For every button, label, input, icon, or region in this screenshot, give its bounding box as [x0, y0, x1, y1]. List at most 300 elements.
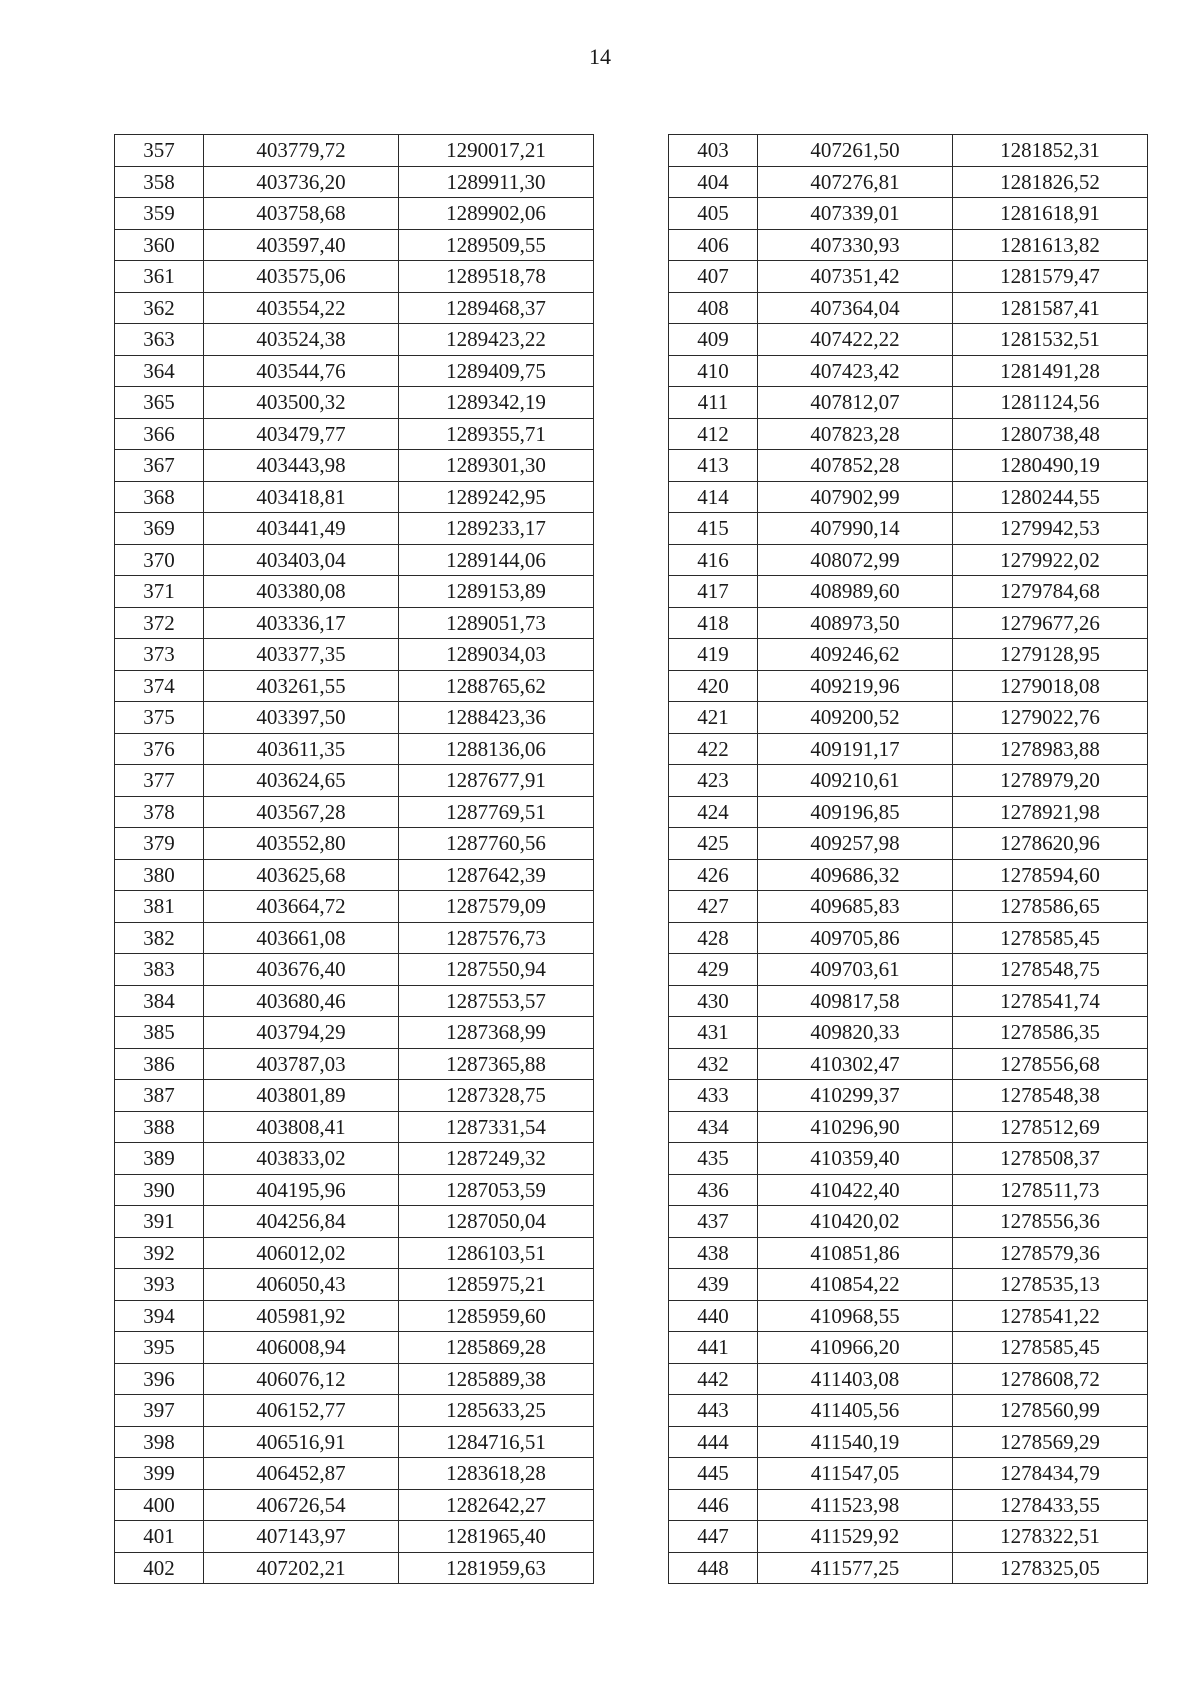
table-row	[115, 1017, 594, 1049]
table-row	[115, 1048, 594, 1080]
point-number-cell: 392	[115, 1237, 204, 1269]
table-row	[669, 639, 1148, 671]
table-row	[115, 733, 594, 765]
y-coordinate-cell: 1285869,28	[399, 1332, 594, 1364]
y-coordinate-cell: 1281965,40	[399, 1521, 594, 1553]
point-number-cell: 359	[115, 198, 204, 230]
table-row	[669, 1174, 1148, 1206]
coordinates-table-left-body	[115, 135, 594, 1584]
point-number-cell: 360	[115, 229, 204, 261]
y-coordinate-cell: 1278322,51	[953, 1521, 1148, 1553]
table-row	[669, 166, 1148, 198]
point-number-cell: 395	[115, 1332, 204, 1364]
table-row	[669, 481, 1148, 513]
table-row	[669, 670, 1148, 702]
point-number-cell: 382	[115, 922, 204, 954]
y-coordinate-cell: 1287760,56	[399, 828, 594, 860]
table-row	[669, 1489, 1148, 1521]
y-coordinate-cell: 1278508,37	[953, 1143, 1148, 1175]
table-row	[115, 1206, 594, 1238]
table-row	[669, 261, 1148, 293]
y-coordinate-cell: 1278556,36	[953, 1206, 1148, 1238]
table-row	[669, 1363, 1148, 1395]
table-row	[669, 733, 1148, 765]
point-number-cell: 421	[669, 702, 758, 734]
x-coordinate-cell: 407261,50	[758, 135, 953, 167]
y-coordinate-cell: 1287053,59	[399, 1174, 594, 1206]
table-row	[115, 639, 594, 671]
point-number-cell: 363	[115, 324, 204, 356]
point-number-cell: 368	[115, 481, 204, 513]
x-coordinate-cell: 411403,08	[758, 1363, 953, 1395]
table-row	[115, 166, 594, 198]
table-row	[115, 765, 594, 797]
table-row	[115, 607, 594, 639]
point-number-cell: 391	[115, 1206, 204, 1238]
point-number-cell: 361	[115, 261, 204, 293]
table-row	[669, 828, 1148, 860]
point-number-cell: 418	[669, 607, 758, 639]
table-row	[115, 954, 594, 986]
x-coordinate-cell: 403418,81	[204, 481, 399, 513]
y-coordinate-cell: 1287642,39	[399, 859, 594, 891]
x-coordinate-cell: 403552,80	[204, 828, 399, 860]
point-number-cell: 420	[669, 670, 758, 702]
x-coordinate-cell: 410296,90	[758, 1111, 953, 1143]
table-row	[115, 922, 594, 954]
x-coordinate-cell: 407990,14	[758, 513, 953, 545]
y-coordinate-cell: 1289423,22	[399, 324, 594, 356]
table-row	[669, 1017, 1148, 1049]
table-row	[115, 985, 594, 1017]
y-coordinate-cell: 1281826,52	[953, 166, 1148, 198]
point-number-cell: 377	[115, 765, 204, 797]
x-coordinate-cell: 406076,12	[204, 1363, 399, 1395]
point-number-cell: 408	[669, 292, 758, 324]
y-coordinate-cell: 1281579,47	[953, 261, 1148, 293]
table-row	[115, 1489, 594, 1521]
table-row	[115, 513, 594, 545]
table-row	[669, 135, 1148, 167]
x-coordinate-cell: 403736,20	[204, 166, 399, 198]
x-coordinate-cell: 407330,93	[758, 229, 953, 261]
y-coordinate-cell: 1283618,28	[399, 1458, 594, 1490]
x-coordinate-cell: 410851,86	[758, 1237, 953, 1269]
point-number-cell: 437	[669, 1206, 758, 1238]
y-coordinate-cell: 1289144,06	[399, 544, 594, 576]
y-coordinate-cell: 1280490,19	[953, 450, 1148, 482]
point-number-cell: 439	[669, 1269, 758, 1301]
y-coordinate-cell: 1279022,76	[953, 702, 1148, 734]
table-row	[669, 702, 1148, 734]
point-number-cell: 373	[115, 639, 204, 671]
table-row	[115, 1552, 594, 1584]
coordinates-table-right-body	[669, 135, 1148, 1584]
point-number-cell: 383	[115, 954, 204, 986]
x-coordinate-cell: 406008,94	[204, 1332, 399, 1364]
table-row	[669, 324, 1148, 356]
table-row	[115, 1111, 594, 1143]
y-coordinate-cell: 1287331,54	[399, 1111, 594, 1143]
point-number-cell: 438	[669, 1237, 758, 1269]
table-row	[669, 418, 1148, 450]
point-number-cell: 367	[115, 450, 204, 482]
y-coordinate-cell: 1289051,73	[399, 607, 594, 639]
y-coordinate-cell: 1289301,30	[399, 450, 594, 482]
x-coordinate-cell: 410422,40	[758, 1174, 953, 1206]
x-coordinate-cell: 411405,56	[758, 1395, 953, 1427]
y-coordinate-cell: 1287249,32	[399, 1143, 594, 1175]
table-row	[669, 796, 1148, 828]
table-row	[115, 355, 594, 387]
table-row	[115, 135, 594, 167]
point-number-cell: 433	[669, 1080, 758, 1112]
point-number-cell: 440	[669, 1300, 758, 1332]
x-coordinate-cell: 411540,19	[758, 1426, 953, 1458]
table-row	[115, 292, 594, 324]
point-number-cell: 407	[669, 261, 758, 293]
y-coordinate-cell: 1289468,37	[399, 292, 594, 324]
table-row	[115, 1237, 594, 1269]
y-coordinate-cell: 1279942,53	[953, 513, 1148, 545]
table-row	[115, 828, 594, 860]
table-row	[115, 324, 594, 356]
y-coordinate-cell: 1279018,08	[953, 670, 1148, 702]
point-number-cell: 371	[115, 576, 204, 608]
y-coordinate-cell: 1289242,95	[399, 481, 594, 513]
y-coordinate-cell: 1278511,73	[953, 1174, 1148, 1206]
y-coordinate-cell: 1278620,96	[953, 828, 1148, 860]
table-row	[669, 198, 1148, 230]
y-coordinate-cell: 1287677,91	[399, 765, 594, 797]
x-coordinate-cell: 403567,28	[204, 796, 399, 828]
table-row	[115, 796, 594, 828]
y-coordinate-cell: 1278569,29	[953, 1426, 1148, 1458]
point-number-cell: 441	[669, 1332, 758, 1364]
x-coordinate-cell: 403397,50	[204, 702, 399, 734]
table-row	[115, 670, 594, 702]
x-coordinate-cell: 409703,61	[758, 954, 953, 986]
y-coordinate-cell: 1279677,26	[953, 607, 1148, 639]
point-number-cell: 430	[669, 985, 758, 1017]
page-number: 14	[589, 44, 611, 69]
y-coordinate-cell: 1288765,62	[399, 670, 594, 702]
x-coordinate-cell: 407423,42	[758, 355, 953, 387]
y-coordinate-cell: 1280244,55	[953, 481, 1148, 513]
table-row	[669, 1080, 1148, 1112]
y-coordinate-cell: 1285959,60	[399, 1300, 594, 1332]
point-number-cell: 390	[115, 1174, 204, 1206]
table-row	[669, 355, 1148, 387]
y-coordinate-cell: 1279922,02	[953, 544, 1148, 576]
x-coordinate-cell: 410359,40	[758, 1143, 953, 1175]
y-coordinate-cell: 1287769,51	[399, 796, 594, 828]
x-coordinate-cell: 408973,50	[758, 607, 953, 639]
x-coordinate-cell: 411577,25	[758, 1552, 953, 1584]
y-coordinate-cell: 1278535,13	[953, 1269, 1148, 1301]
point-number-cell: 443	[669, 1395, 758, 1427]
point-number-cell: 400	[115, 1489, 204, 1521]
x-coordinate-cell: 403676,40	[204, 954, 399, 986]
y-coordinate-cell: 1281587,41	[953, 292, 1148, 324]
table-row	[669, 1521, 1148, 1553]
point-number-cell: 386	[115, 1048, 204, 1080]
point-number-cell: 425	[669, 828, 758, 860]
y-coordinate-cell: 1288136,06	[399, 733, 594, 765]
x-coordinate-cell: 403664,72	[204, 891, 399, 923]
table-row	[669, 576, 1148, 608]
table-row	[115, 576, 594, 608]
x-coordinate-cell: 403597,40	[204, 229, 399, 261]
point-number-cell: 381	[115, 891, 204, 923]
point-number-cell: 427	[669, 891, 758, 923]
point-number-cell: 410	[669, 355, 758, 387]
x-coordinate-cell: 403624,65	[204, 765, 399, 797]
table-row	[669, 229, 1148, 261]
point-number-cell: 375	[115, 702, 204, 734]
table-row	[115, 1143, 594, 1175]
x-coordinate-cell: 403575,06	[204, 261, 399, 293]
x-coordinate-cell: 403833,02	[204, 1143, 399, 1175]
y-coordinate-cell: 1281618,91	[953, 198, 1148, 230]
point-number-cell: 447	[669, 1521, 758, 1553]
y-coordinate-cell: 1278512,69	[953, 1111, 1148, 1143]
y-coordinate-cell: 1278586,35	[953, 1017, 1148, 1049]
point-number-cell: 402	[115, 1552, 204, 1584]
table-row	[115, 544, 594, 576]
table-row	[669, 1048, 1148, 1080]
point-number-cell: 394	[115, 1300, 204, 1332]
table-row	[115, 198, 594, 230]
point-number-cell: 370	[115, 544, 204, 576]
x-coordinate-cell: 406516,91	[204, 1426, 399, 1458]
x-coordinate-cell: 404195,96	[204, 1174, 399, 1206]
y-coordinate-cell: 1287579,09	[399, 891, 594, 923]
y-coordinate-cell: 1289911,30	[399, 166, 594, 198]
point-number-cell: 388	[115, 1111, 204, 1143]
x-coordinate-cell: 409191,17	[758, 733, 953, 765]
x-coordinate-cell: 403680,46	[204, 985, 399, 1017]
y-coordinate-cell: 1278921,98	[953, 796, 1148, 828]
point-number-cell: 399	[115, 1458, 204, 1490]
x-coordinate-cell: 411547,05	[758, 1458, 953, 1490]
x-coordinate-cell: 409817,58	[758, 985, 953, 1017]
y-coordinate-cell: 1287365,88	[399, 1048, 594, 1080]
table-row	[115, 1458, 594, 1490]
point-number-cell: 419	[669, 639, 758, 671]
table-row	[669, 513, 1148, 545]
y-coordinate-cell: 1289342,19	[399, 387, 594, 419]
table-row	[115, 859, 594, 891]
point-number-cell: 429	[669, 954, 758, 986]
x-coordinate-cell: 403611,35	[204, 733, 399, 765]
x-coordinate-cell: 411523,98	[758, 1489, 953, 1521]
y-coordinate-cell: 1287553,57	[399, 985, 594, 1017]
table-row	[115, 481, 594, 513]
x-coordinate-cell: 407812,07	[758, 387, 953, 419]
table-row	[115, 1426, 594, 1458]
x-coordinate-cell: 409257,98	[758, 828, 953, 860]
x-coordinate-cell: 410420,02	[758, 1206, 953, 1238]
table-row	[115, 1395, 594, 1427]
x-coordinate-cell: 409685,83	[758, 891, 953, 923]
point-number-cell: 428	[669, 922, 758, 954]
y-coordinate-cell: 1278585,45	[953, 922, 1148, 954]
point-number-cell: 364	[115, 355, 204, 387]
point-number-cell: 414	[669, 481, 758, 513]
point-number-cell: 385	[115, 1017, 204, 1049]
point-number-cell: 404	[669, 166, 758, 198]
point-number-cell: 403	[669, 135, 758, 167]
y-coordinate-cell: 1285889,38	[399, 1363, 594, 1395]
table-row	[115, 1080, 594, 1112]
x-coordinate-cell: 409200,52	[758, 702, 953, 734]
table-row	[115, 229, 594, 261]
x-coordinate-cell: 403377,35	[204, 639, 399, 671]
table-row	[669, 1206, 1148, 1238]
y-coordinate-cell: 1281959,63	[399, 1552, 594, 1584]
table-row	[669, 1269, 1148, 1301]
point-number-cell: 374	[115, 670, 204, 702]
point-number-cell: 434	[669, 1111, 758, 1143]
point-number-cell: 378	[115, 796, 204, 828]
y-coordinate-cell: 1289034,03	[399, 639, 594, 671]
x-coordinate-cell: 410299,37	[758, 1080, 953, 1112]
x-coordinate-cell: 409219,96	[758, 670, 953, 702]
point-number-cell: 396	[115, 1363, 204, 1395]
x-coordinate-cell: 403625,68	[204, 859, 399, 891]
x-coordinate-cell: 403443,98	[204, 450, 399, 482]
y-coordinate-cell: 1278579,36	[953, 1237, 1148, 1269]
point-number-cell: 442	[669, 1363, 758, 1395]
y-coordinate-cell: 1278608,72	[953, 1363, 1148, 1395]
point-number-cell: 380	[115, 859, 204, 891]
point-number-cell: 446	[669, 1489, 758, 1521]
table-row	[115, 1363, 594, 1395]
table-row	[669, 387, 1148, 419]
x-coordinate-cell: 409210,61	[758, 765, 953, 797]
y-coordinate-cell: 1281124,56	[953, 387, 1148, 419]
x-coordinate-cell: 408072,99	[758, 544, 953, 576]
point-number-cell: 406	[669, 229, 758, 261]
table-row	[115, 450, 594, 482]
x-coordinate-cell: 403544,76	[204, 355, 399, 387]
point-number-cell: 444	[669, 1426, 758, 1458]
y-coordinate-cell: 1281491,28	[953, 355, 1148, 387]
point-number-cell: 362	[115, 292, 204, 324]
x-coordinate-cell: 409820,33	[758, 1017, 953, 1049]
y-coordinate-cell: 1278983,88	[953, 733, 1148, 765]
table-row	[669, 765, 1148, 797]
point-number-cell: 389	[115, 1143, 204, 1175]
table-row	[115, 1332, 594, 1364]
table-row	[115, 261, 594, 293]
x-coordinate-cell: 407143,97	[204, 1521, 399, 1553]
point-number-cell: 358	[115, 166, 204, 198]
y-coordinate-cell: 1279784,68	[953, 576, 1148, 608]
x-coordinate-cell: 407823,28	[758, 418, 953, 450]
point-number-cell: 365	[115, 387, 204, 419]
x-coordinate-cell: 403479,77	[204, 418, 399, 450]
point-number-cell: 409	[669, 324, 758, 356]
table-row	[115, 702, 594, 734]
point-number-cell: 417	[669, 576, 758, 608]
point-number-cell: 422	[669, 733, 758, 765]
x-coordinate-cell: 403554,22	[204, 292, 399, 324]
point-number-cell: 426	[669, 859, 758, 891]
table-row	[669, 891, 1148, 923]
point-number-cell: 448	[669, 1552, 758, 1584]
y-coordinate-cell: 1286103,51	[399, 1237, 594, 1269]
point-number-cell: 436	[669, 1174, 758, 1206]
x-coordinate-cell: 403661,08	[204, 922, 399, 954]
x-coordinate-cell: 403524,38	[204, 324, 399, 356]
y-coordinate-cell: 1285975,21	[399, 1269, 594, 1301]
x-coordinate-cell: 407422,22	[758, 324, 953, 356]
table-row	[115, 1521, 594, 1553]
table-row	[669, 1111, 1148, 1143]
table-row	[669, 1300, 1148, 1332]
y-coordinate-cell: 1278585,45	[953, 1332, 1148, 1364]
point-number-cell: 357	[115, 135, 204, 167]
table-row	[115, 1300, 594, 1332]
table-row	[115, 418, 594, 450]
x-coordinate-cell: 407202,21	[204, 1552, 399, 1584]
point-number-cell: 397	[115, 1395, 204, 1427]
x-coordinate-cell: 403500,32	[204, 387, 399, 419]
x-coordinate-cell: 403403,04	[204, 544, 399, 576]
point-number-cell: 431	[669, 1017, 758, 1049]
point-number-cell: 435	[669, 1143, 758, 1175]
table-row	[669, 922, 1148, 954]
y-coordinate-cell: 1278594,60	[953, 859, 1148, 891]
y-coordinate-cell: 1285633,25	[399, 1395, 594, 1427]
y-coordinate-cell: 1287328,75	[399, 1080, 594, 1112]
y-coordinate-cell: 1278979,20	[953, 765, 1148, 797]
x-coordinate-cell: 403794,29	[204, 1017, 399, 1049]
table-row	[669, 985, 1148, 1017]
point-number-cell: 413	[669, 450, 758, 482]
point-number-cell: 405	[669, 198, 758, 230]
y-coordinate-cell: 1278548,38	[953, 1080, 1148, 1112]
x-coordinate-cell: 409705,86	[758, 922, 953, 954]
x-coordinate-cell: 407902,99	[758, 481, 953, 513]
x-coordinate-cell: 403787,03	[204, 1048, 399, 1080]
table-row	[669, 859, 1148, 891]
y-coordinate-cell: 1289355,71	[399, 418, 594, 450]
y-coordinate-cell: 1289902,06	[399, 198, 594, 230]
x-coordinate-cell: 407276,81	[758, 166, 953, 198]
y-coordinate-cell: 1278325,05	[953, 1552, 1148, 1584]
point-number-cell: 432	[669, 1048, 758, 1080]
point-number-cell: 401	[115, 1521, 204, 1553]
table-row	[115, 1269, 594, 1301]
x-coordinate-cell: 409246,62	[758, 639, 953, 671]
x-coordinate-cell: 403380,08	[204, 576, 399, 608]
y-coordinate-cell: 1289509,55	[399, 229, 594, 261]
table-row	[669, 1237, 1148, 1269]
x-coordinate-cell: 408989,60	[758, 576, 953, 608]
x-coordinate-cell: 405981,92	[204, 1300, 399, 1332]
x-coordinate-cell: 410966,20	[758, 1332, 953, 1364]
point-number-cell: 412	[669, 418, 758, 450]
x-coordinate-cell: 403441,49	[204, 513, 399, 545]
point-number-cell: 384	[115, 985, 204, 1017]
x-coordinate-cell: 410968,55	[758, 1300, 953, 1332]
coordinates-table-left	[114, 134, 594, 1584]
y-coordinate-cell: 1278433,55	[953, 1489, 1148, 1521]
y-coordinate-cell: 1279128,95	[953, 639, 1148, 671]
